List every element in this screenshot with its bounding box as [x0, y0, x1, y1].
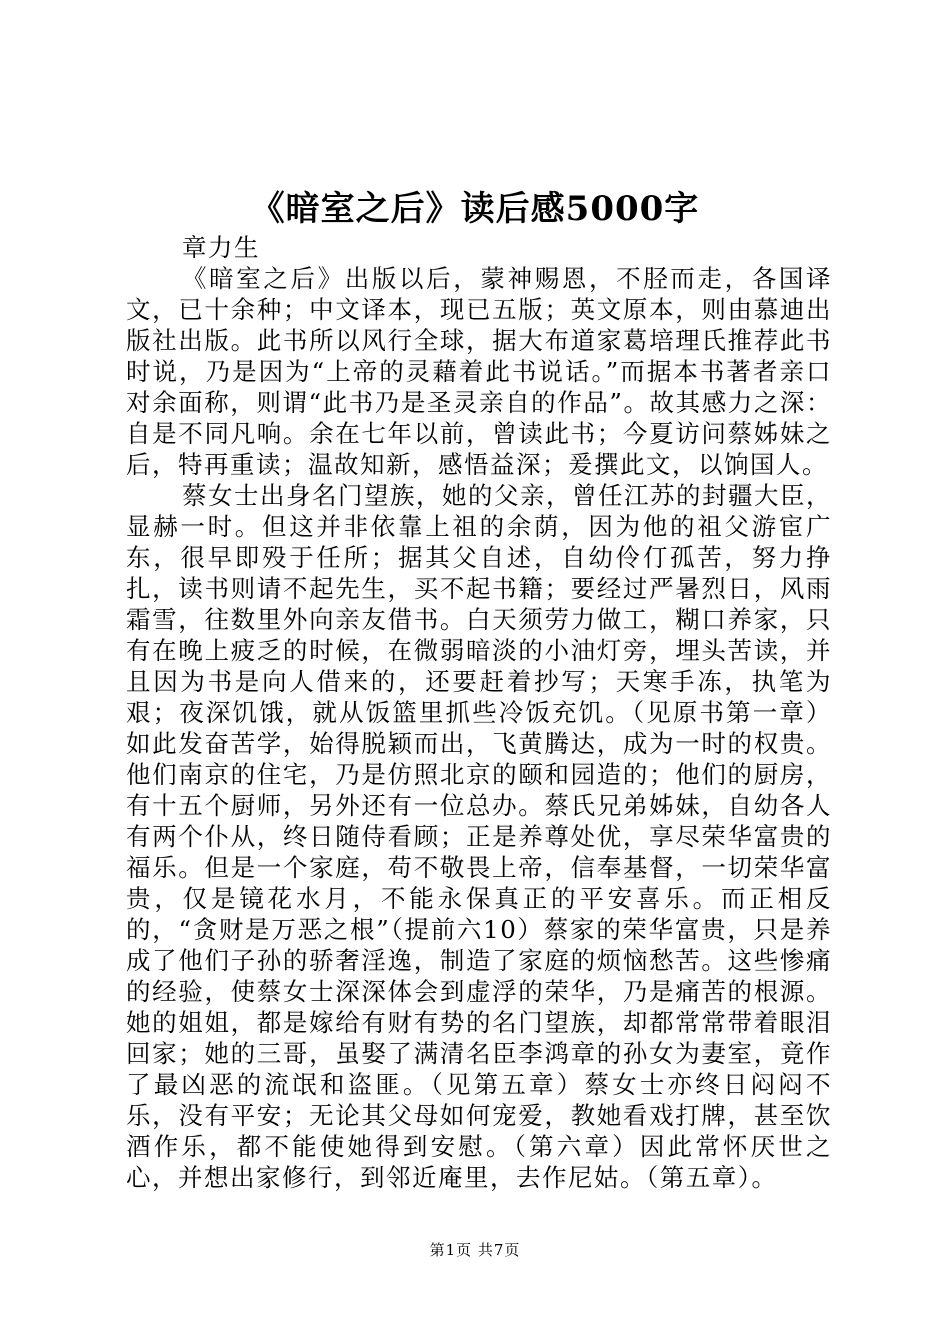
paragraph-2: 蔡女士出身名门望族，她的父亲，曾任江苏的封疆大臣，显赫一时。但这并非依靠上祖的余荫，因为他的祖父游宦广东，很早即殁于任所；据其父自述，自幼伶仃孤苦，努力挣扎，读书则请不起先生，买不起书籍；要经过严暑烈日，风雨霜雪，往数里外向亲友借书。白天须劳力做工，糊口养家，只有在晚上疲乏的时候，在微弱暗淡的小油灯旁，埋头苦读，并且因为书是向人借来的，还要赶着抄写；天寒手冻，执笔为艰；夜深饥饿，就从饭篮里抓些冷饭充饥。（见原书第一章）如此发奋苦学，始得脱颖而出，飞黄腾达，成为一时的权贵。他们南京的住宅，乃是仿照北京的颐和园造的；他们的厨房，有十五个厨师，另外还有一位总办。蔡氏兄弟姊妹，自幼各人有两个仆从，终日随侍看顾；正是养尊处优，享尽荣华富贵的福乐。但是一个家庭，苟不敬畏上帝，信奉基督，一切荣华富贵，仅是镜花水月，不能永保真正的平安喜乐。而正相反的，“贪财是万恶之根”（提前六10）蔡家的荣华富贵，只是养成了他们子孙的骄奢淫逸，制造了家庭的烦恼愁苦。这些惨痛的经验，使蔡女士深深体会到虚浮的荣华，乃是痛苦的根源。她的姐姐，都是嫁给有财有势的名门望族，却都常常带着眼泪回家；她的三哥，虽娶了满清名臣李鸿章的孙女为妻室，竟作了最凶恶的流氓和盗匪。（见第五章）蔡女士亦终日闷闷不乐，没有平安；无论其父母如何宠爱，教她看戏打牌，甚至饮酒作乐，都不能使她得到安慰。（第六章）因此常怀厌世之心，并想出家修行，到邻近庵里，去作尼姑。（第五章）。 — [126, 481, 832, 1192]
paragraph-1: 《暗室之后》出版以后，蒙神赐恩，不胫而走，各国译文，已十余种；中文译本，现已五版；英文原本，则由慕迪出版社出版。此书所以风行全球，据大布道家葛培理氏推荐此书时说，乃是因为“上帝的灵藉着此书说话。”而据本书著者亲口对余面称，则谓“此书乃是圣灵亲自的作品”。故其感力之深：自是不同凡响。余在七年以前，曾读此书；今夏访问蔡姊妹之后，特再重读；温故知新，感悟益深；爰撰此文，以饷国人。 — [126, 264, 832, 479]
document-body — [126, 232, 832, 1193]
author-name: 章力生 — [182, 233, 260, 262]
page-number-footer: 第1页 共7页 — [429, 1241, 521, 1259]
document-title: 《暗室之后》读后感5000字 — [250, 189, 700, 229]
